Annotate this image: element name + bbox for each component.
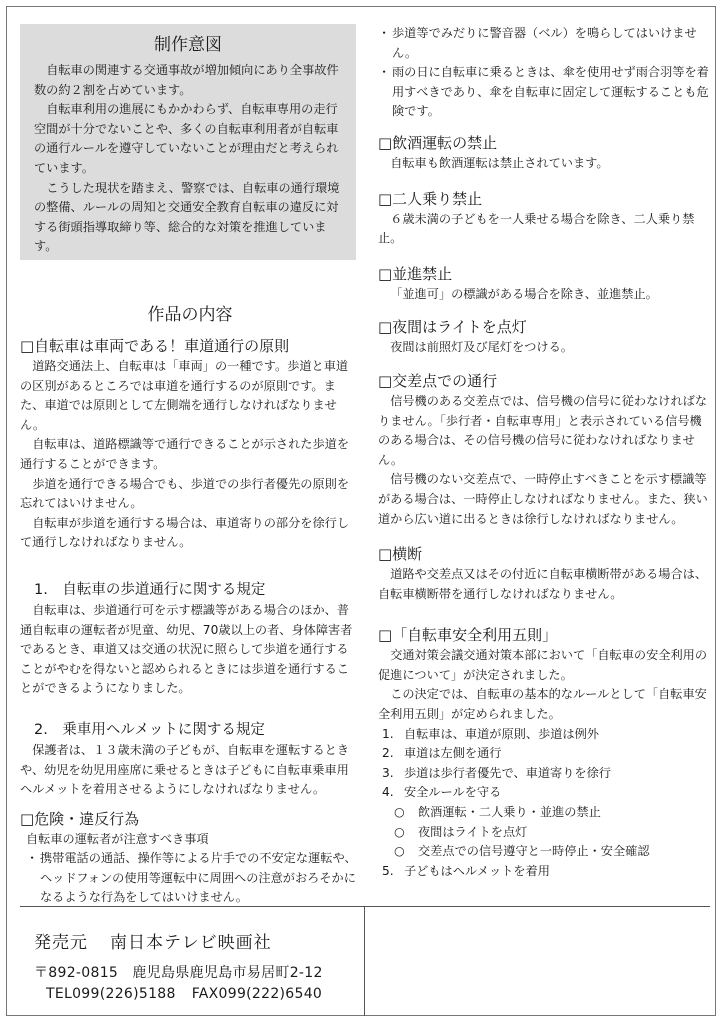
intent-paragraph: 自転車の関連する交通事故が増加傾向にあり全事故件数の約２割を占めています。: [34, 63, 339, 97]
principle-heading: □自転車は車両である！車道通行の原則: [20, 337, 290, 355]
publisher-tel: TEL099(226)5188: [46, 986, 176, 1002]
five-rules-list: [378, 725, 710, 803]
safety-rules-sublist: [378, 803, 710, 862]
danger-bullet-text: 雨の日に自転車に乗るときは、傘を使用せず雨合羽等を着用すべきであり、傘を自転車に固定して運転することも危険です。: [392, 65, 709, 119]
night-light-text: 夜間は前照灯及び尾灯をつける。: [390, 340, 573, 355]
publisher-phones: [46, 986, 322, 1002]
helmet-rule-heading: 2. 乗車用ヘルメットに関する規定: [34, 721, 265, 738]
list-item: ○ 交差点での信号遵守と一時停止・安全確認: [394, 844, 650, 859]
list-item: 5. 子どもはヘルメットを着用: [382, 863, 550, 878]
publisher-address: 〒892-0815 鹿児島県鹿児島市易居町2-12: [34, 965, 323, 981]
drunk-heading: □飲酒運転の禁止: [378, 133, 498, 152]
drunk-text: 自転車も飲酒運転は禁止されています。: [390, 155, 609, 170]
publisher-fax: FAX099(222)6540: [191, 986, 323, 1002]
five-rules-paragraph: 交通対策会議交通対策本部において「自転車の安全利用の促進について」が決定されました。: [378, 648, 708, 682]
publisher-label: 発売元: [34, 933, 88, 953]
intent-paragraph: こうした現状を踏まえ、警察では、自転車の通行環境の整備、ルールの周知と交通安全教育自転車の違反に対する街頭指導取締り等、総合的な対策を推進しています。: [34, 180, 340, 254]
bullet-mark: ・: [378, 26, 391, 40]
bullet-mark: ・: [378, 65, 391, 80]
crossing-heading: □横断: [378, 545, 423, 564]
intent-paragraph: 自転車利用の進展にもかかわらず、自転車専用の走行空間が十分でないことや、多くの自転車利用者が自転車の通行ルールを遵守していないことが理由だと考えられています。: [34, 102, 339, 175]
list-item: 3. 歩道は歩行者優先で、車道寄りを徐行: [382, 765, 611, 780]
crossing-text: 道路や交差点又はその付近に自転車横断帯がある場合は、自転車横断帯を通行しなければなりません。: [378, 567, 708, 601]
intersection-paragraph: 信号機のある交差点では、信号機の信号に従わなければなりません。「歩行者・自転車専用」と表示されている信号機のある場合は、その信号機の信号に従わなければなりません。: [378, 393, 708, 467]
list-item: ○ 夜間はライトを点灯: [394, 824, 528, 839]
danger-heading: □危険・違反行為: [20, 809, 140, 828]
bullet-mark: ・: [26, 851, 39, 866]
danger-bullet: [20, 849, 360, 908]
publisher-line: [34, 928, 272, 953]
production-intent-title: 制作意図: [154, 35, 222, 55]
five-rules-list-last: [378, 862, 710, 882]
five-rules-heading: □「自転車安全利用五則」: [378, 626, 558, 645]
danger-intro: 自転車の運転者が注意すべき事項: [26, 831, 209, 846]
list-item: 4. 安全ルールを守る: [382, 785, 502, 800]
danger-bullet: [378, 24, 710, 63]
content-title: 作品の内容: [147, 305, 233, 325]
list-item: 1. 自転車は、車道が原則、歩道は例外: [382, 726, 599, 741]
production-intent-box: [20, 24, 356, 260]
intersection-paragraph: 信号機のない交差点で、一時停止すべきことを示す標識等がある場合は、一時停止しなければなりません。また、狭い道から広い道に出るときは徐行しなければなりません。: [378, 472, 708, 526]
double-riding-heading: □二人乗り禁止: [378, 189, 483, 208]
list-item: 2. 車道は左側を通行: [382, 746, 502, 761]
principle-paragraph: 道路交通法上、自転車は「車両」の一種です。歩道と車道の区別があるところでは車道を通行するのが原則です。また、車道では原則として左側端を通行しなければなりません。: [20, 359, 349, 432]
helmet-rule-text: 保護者は、１３歳未満の子どもが、自転車を運転するときや、幼児を幼児用座席に乗せるときは子どもに自転車乗車用ヘルメットを着用させるようにしなければなりません。: [20, 742, 350, 797]
intersection-heading: □交差点での通行: [378, 371, 498, 390]
parallel-heading: □並進禁止: [378, 264, 453, 283]
right-column: [378, 24, 710, 881]
footer-divider: [20, 906, 710, 907]
danger-bullet: [378, 63, 710, 122]
double-riding-text: ６歳未満の子どもを一人乗せる場合を除き、二人乗り禁止。: [378, 211, 695, 246]
list-item: ○ 飲酒運転・二人乗り・並進の禁止: [394, 805, 601, 820]
principle-paragraph: 歩道を通行できる場合でも、歩道での歩行者優先の原則を忘れてはいけません。: [20, 476, 350, 511]
parallel-text: 「並進可」の標識がある場合を除き、並進禁止。: [390, 286, 658, 301]
danger-bullet-text: 携帯電話の通話、操作等による片手での不安定な運転や、ヘッドフォンの使用等運転中に周囲への注意がおろそかになるような行為をしてはいけません。: [40, 851, 357, 905]
left-column: [20, 24, 360, 908]
night-light-heading: □夜間はライトを点灯: [378, 318, 527, 337]
five-rules-paragraph: この決定では、自転車の基本的なルールとして「自転車安全利用五則」が定められました。: [378, 687, 707, 722]
principle-paragraph: 自転車が歩道を通行する場合は、車道寄りの部分を徐行して通行しなければなりません。: [20, 515, 350, 550]
sidewalk-rule-heading: 1. 自転車の歩道通行に関する規定: [34, 581, 266, 598]
footer-column-divider: [364, 906, 365, 1016]
publisher-name: 南日本テレビ映画社: [110, 933, 272, 953]
danger-bullet-text: 歩道等でみだりに警音器（ベル）を鳴らしてはいけません。: [392, 26, 697, 60]
principle-paragraph: 自転車は、道路標識等で通行できることが示された歩道を通行することができます。: [20, 437, 350, 471]
sidewalk-rule-text: 自転車は、歩道通行可を示す標識等がある場合のほか、普通自転車の運転者が児童、幼児、70歳以上の者、身体障害者であるとき、車道又は交通の状況に照らして歩道を通行することがやむを得ないと認められるときには歩道を通行することができるようになりました。: [20, 602, 353, 696]
